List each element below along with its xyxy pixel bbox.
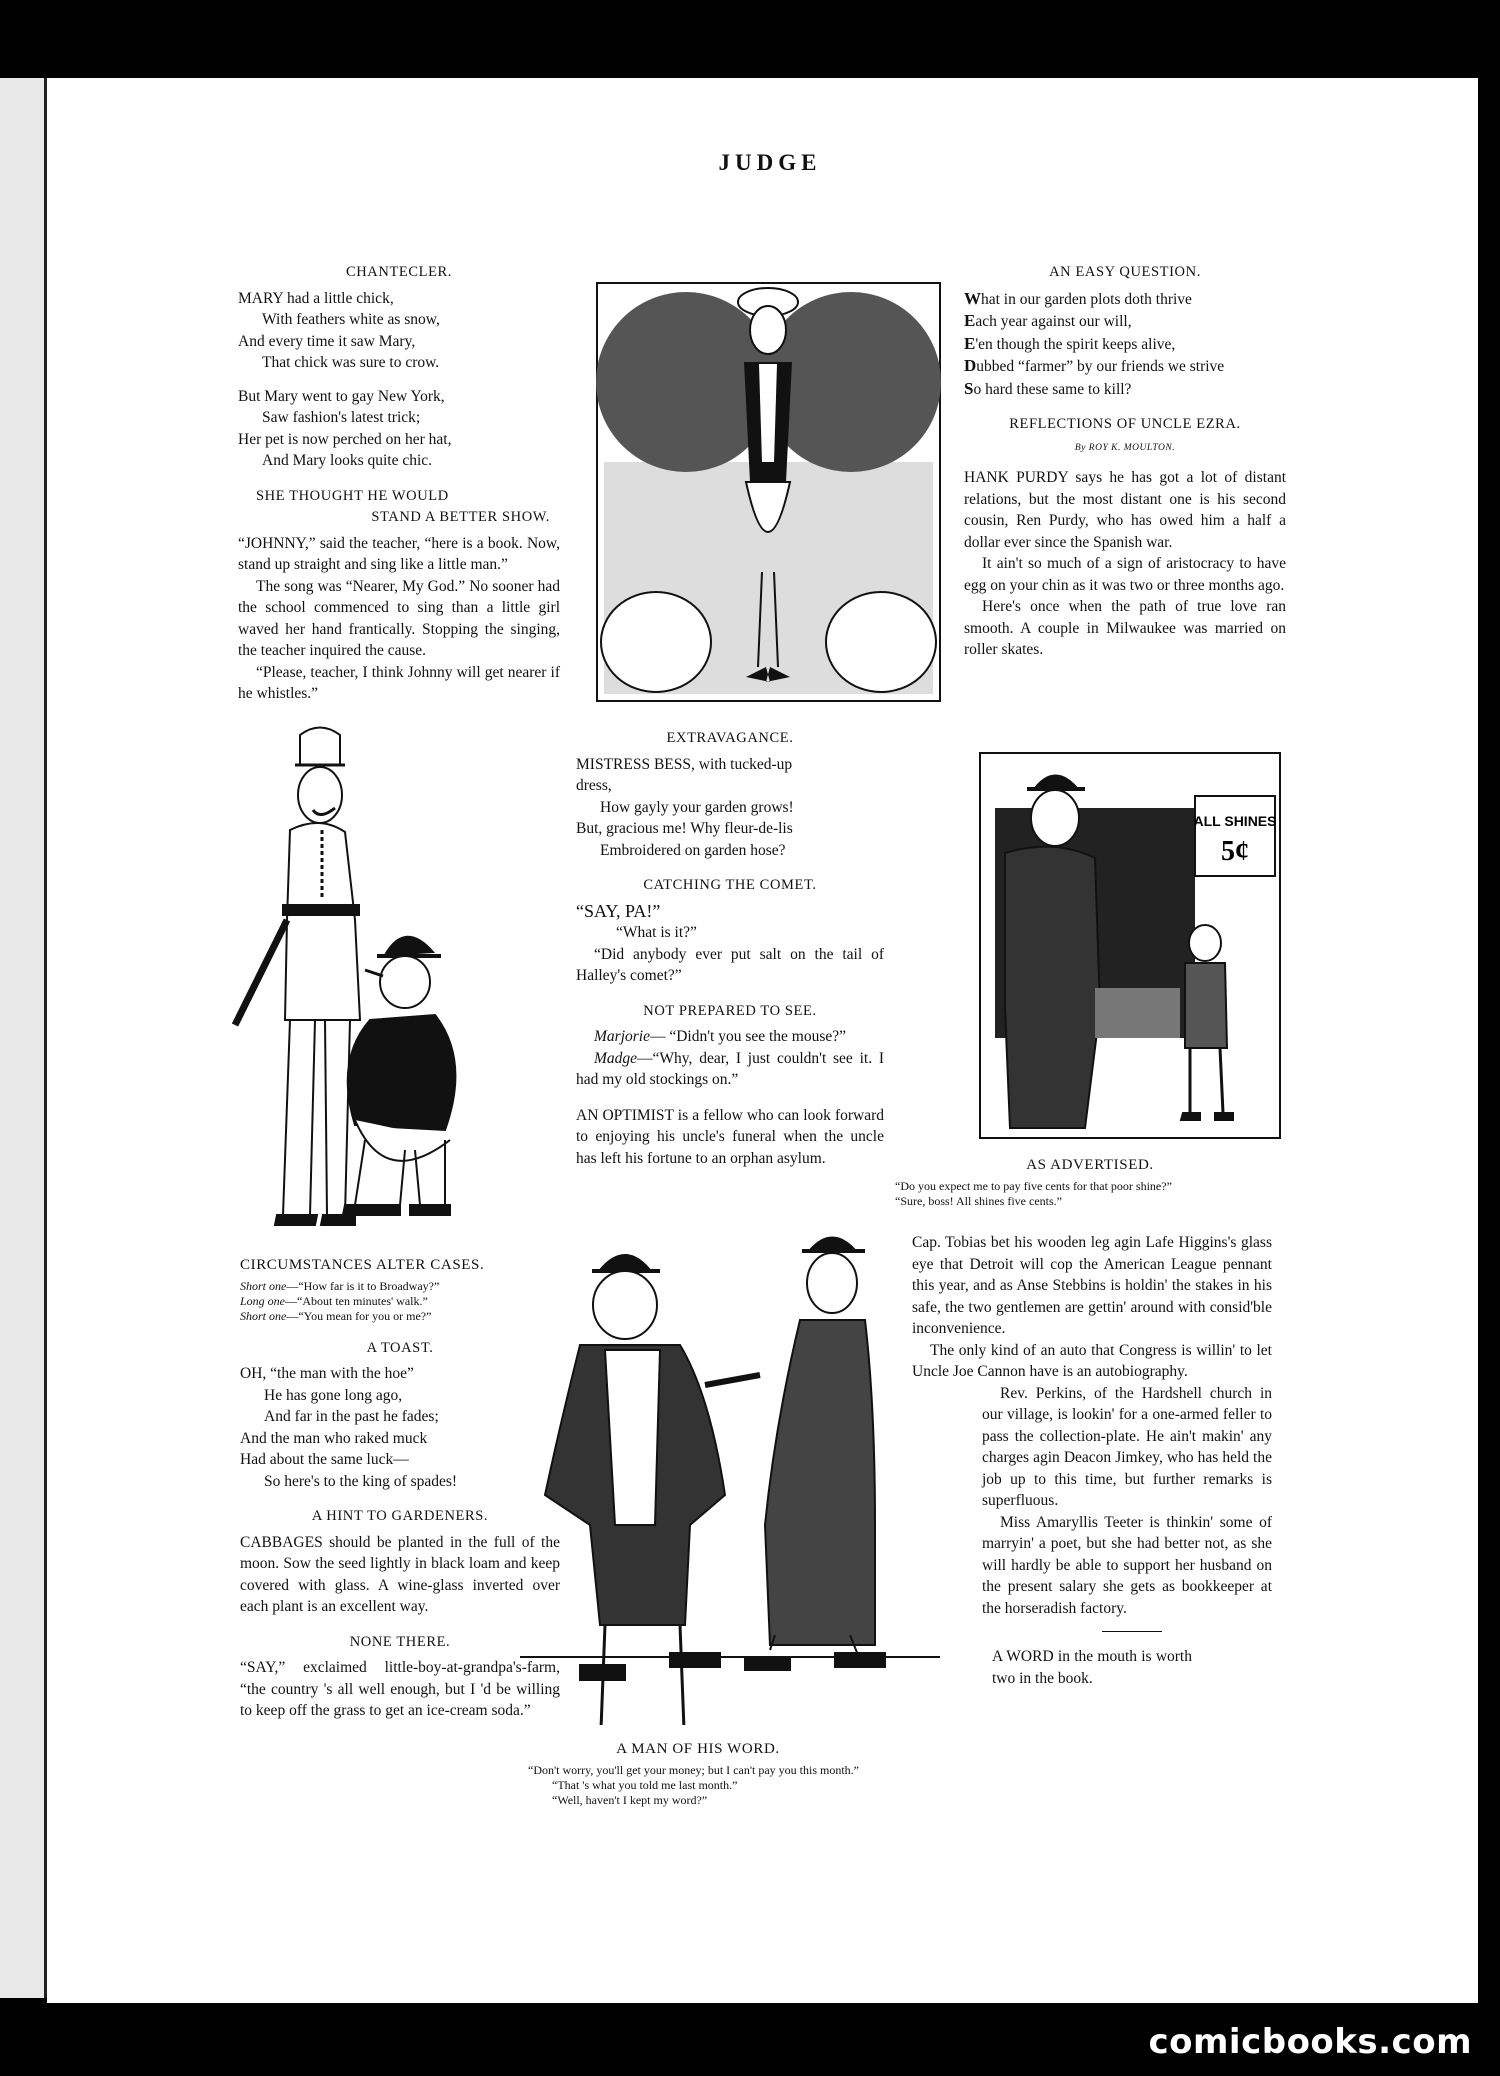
sign-all-shines: ALL SHINES (1193, 813, 1277, 829)
story-paragraph: “JOHNNY,” said the teacher, “here is a book. Now, stand up straight and sing like a little man.” (238, 534, 560, 573)
shoeshine-stand-illustration (905, 748, 1295, 1148)
dialogue-line: “Sure, boss! All shines five cents.” (895, 1193, 1062, 1208)
dialogue-line: “That 's what you told me last month.” (552, 1777, 738, 1792)
poem-line: Her pet is now perched on her hat, (238, 430, 452, 448)
dialogue-line: Short one—“How far is it to Broadway?” (240, 1278, 440, 1293)
left-column-top (238, 262, 560, 705)
dialogue-line: Short one—“You mean for you or me?” (240, 1308, 432, 1323)
poem-line: MISTRESS BESS, with tucked-up dress, (576, 755, 793, 794)
poem-line: With feathers white as snow, (262, 311, 440, 328)
dialogue-line: “Do you expect me to pay five cents for that poor shine?” (895, 1178, 1172, 1193)
poem-line: Each year against our will, (964, 311, 1132, 330)
comet-text: “SAY, PA!” “What is it?” “Did anybody ever put salt on the tail of Halley's comet?” (576, 900, 884, 984)
poem-line: And far in the past he fades; (264, 1408, 439, 1425)
dialogue-line: “Well, haven't I kept my word?” (552, 1792, 708, 1807)
not-prepared-title: NOT PREPARED TO SEE. (643, 1002, 817, 1019)
scan-border-right (1478, 70, 1500, 2030)
story-paragraph: “Please, teacher, I think Johnny will get nearer if he whistles.” (238, 663, 560, 702)
gardeners-text: CABBAGES should be planted in the full of the moon. Sow the seed lightly in black loam and keep covered with glass. A wine-glass inverted over each plant is an excellent way. (240, 1533, 560, 1615)
right-column-top (964, 262, 1286, 661)
speaker: Marjorie (594, 1028, 650, 1045)
poem-line: But, gracious me! Why fleur-de-lis (576, 820, 793, 837)
uncle-ezra-text: HANK PURDY says he has got a lot of distant relations, but the most distant one is his second cousin, Ren Purdy, who has owed him a half a dollar ever since the Spanish war. It ain't so much of a sign of aristocracy to have egg on your chin as it was two or three months ago. Here's once when the path of true love ran smooth. A couple in Milwaukee was married on roller skates. (964, 469, 1286, 658)
sign-price: 5¢ (1221, 836, 1249, 867)
none-there-text: “SAY,” exclaimed little-boy-at-grandpa's-farm, “the country 's all well enough, but I 'd be willing to keep off the grass to get an ice-cream soda.” (240, 1659, 560, 1719)
poem-line: How gayly your garden grows! (600, 798, 794, 816)
poem-line: Saw fashion's latest trick; (262, 409, 421, 426)
comet-title: CATCHING THE COMET. (643, 877, 817, 893)
as-advertised-caption (895, 1155, 1285, 1209)
dialogue-line: Long one—“About ten minutes' walk.” (240, 1293, 428, 1308)
poem-line: And every time it saw Mary, (238, 332, 416, 350)
chantecler-poem (238, 288, 560, 472)
poem-line: So here's to the king of spades! (264, 1472, 458, 1490)
fat-man-with-cigar (545, 1255, 725, 1725)
man-of-word-caption (528, 1739, 868, 1808)
poem-line: So hard these same to kill? (964, 378, 1132, 398)
divider-rule (1102, 1631, 1162, 1632)
thin-man-with-bowler (705, 1238, 885, 1671)
poem-line: He has gone long ago, (264, 1386, 403, 1404)
speaker: Short one (240, 1278, 287, 1293)
extravagance-poem (576, 754, 884, 862)
poem-line: E'en though the spirit keeps alive, (964, 333, 1176, 353)
watermark: comicbooks.com (1148, 2022, 1472, 2062)
better-show-story (238, 533, 560, 705)
dialogue-line: Madge—“Why, dear, I just couldn't see it. I had my old stockings on.” (576, 1049, 884, 1088)
dialogue-line: Marjorie— “Didn't you see the mouse?” (594, 1028, 847, 1045)
speaker: Short one (240, 1308, 287, 1323)
easy-question-acrostic (964, 288, 1286, 401)
left-column-bottom (240, 1255, 560, 1722)
man-of-word-title: A MAN OF HIS WORD. (616, 1741, 780, 1757)
facing-page-edge (0, 78, 47, 1998)
optimist-text: AN OPTIMIST is a fellow who can look forward to enjoying his uncle's funeral when the uncle has left his fortune to an orphan asylum. (576, 1106, 884, 1167)
not-prepared-text (576, 1026, 884, 1091)
speaker: Long one (240, 1293, 285, 1308)
better-show-title-2: STAND A BETTER SHOW. (371, 509, 550, 525)
right-column-bottom (912, 1232, 1272, 1689)
word-in-mouth-text: A WORD in the mouth is worth two in the book. (992, 1648, 1192, 1687)
poem-line: That chick was sure to crow. (262, 354, 440, 371)
none-there-title: NONE THERE. (349, 1633, 451, 1650)
extravagance-title: EXTRAVAGANCE. (666, 730, 794, 746)
toast-poem (240, 1363, 560, 1492)
two-men-handshake-illustration (520, 1225, 940, 1725)
scan-border-top (0, 0, 1500, 78)
as-advertised-title: AS ADVERTISED. (1026, 1157, 1154, 1173)
better-show-title-1: SHE THOUGHT HE WOULD (256, 487, 449, 504)
uncle-ezra-title: REFLECTIONS OF UNCLE EZRA. (1009, 416, 1241, 432)
poem-line: MARY had a little chick, (238, 289, 394, 307)
poem-line: And the man who raked muck (240, 1429, 428, 1447)
poem-line: And Mary looks quite chic. (262, 452, 433, 469)
poem-line: What in our garden plots doth thrive (964, 288, 1192, 308)
uncle-ezra-byline: By ROY K. MOULTON. (1074, 442, 1176, 453)
cap-tobias-text: Cap. Tobias bet his wooden leg agin Lafe Higgins's glass eye that Detroit will cop the American League pennant this year, and as Anse Stebbins is holdin' the stakes in his safe, the two gentlemen are gettin' around with consid'ble inconvenience. The only kind of an auto that Congress is willin' to let Uncle Joe Cannon have is an autobiography. Rev. Perkins, of the Hardshell church in our village, is lookin' for a one-armed feller to pass the collection-plate. He ain't makin' any charges agin Deacon Jimkey, who has held the job up to this time, but further remarks is superfluous. Miss Amaryllis Teeter is thinkin' some of marryin' a poet, but she had better not, as she will hardly be able to support her husband on the present salary she gets as bookkeeper at the horseradish factory. (912, 1234, 1272, 1617)
poem-line: Had about the same luck— (240, 1451, 409, 1468)
as-advertised-dialogue (895, 1179, 1285, 1209)
center-column (576, 728, 884, 1169)
dialogue-line: “Don't worry, you'll get your money; but I can't pay you this month.” (528, 1762, 859, 1777)
fat-man-figure (343, 937, 455, 1215)
circumstances-title: CIRCUMSTANCES ALTER CASES. (240, 1257, 485, 1273)
poem-line: Embroidered on garden hose? (600, 841, 786, 859)
policeman-and-fat-man-illustration (205, 720, 550, 1240)
poem-line: Dubbed “farmer” by our friends we strive (964, 356, 1225, 375)
poem-line: OH, “the man with the hoe” (240, 1365, 414, 1382)
gardeners-title: A HINT TO GARDENERS. (311, 1508, 489, 1524)
fashion-lady-illustration (596, 282, 941, 702)
masthead: JUDGE (718, 150, 822, 175)
story-paragraph: The song was “Nearer, My God.” No sooner had the school commenced to sing than a little girl waved her hand frantically. Stopping the singing, the teacher inquired the cause. (238, 577, 560, 659)
scan-border-bottom (0, 2003, 1500, 2076)
man-of-word-dialogue (528, 1763, 868, 1808)
toast-title: A TOAST. (366, 1339, 434, 1356)
easy-question-title: AN EASY QUESTION. (1049, 264, 1201, 280)
speaker: Madge (594, 1049, 638, 1067)
policeman-figure (235, 728, 360, 1226)
circumstances-dialogue (240, 1279, 560, 1324)
poem-line: But Mary went to gay New York, (238, 387, 445, 405)
chantecler-title: CHANTECLER. (345, 264, 453, 280)
